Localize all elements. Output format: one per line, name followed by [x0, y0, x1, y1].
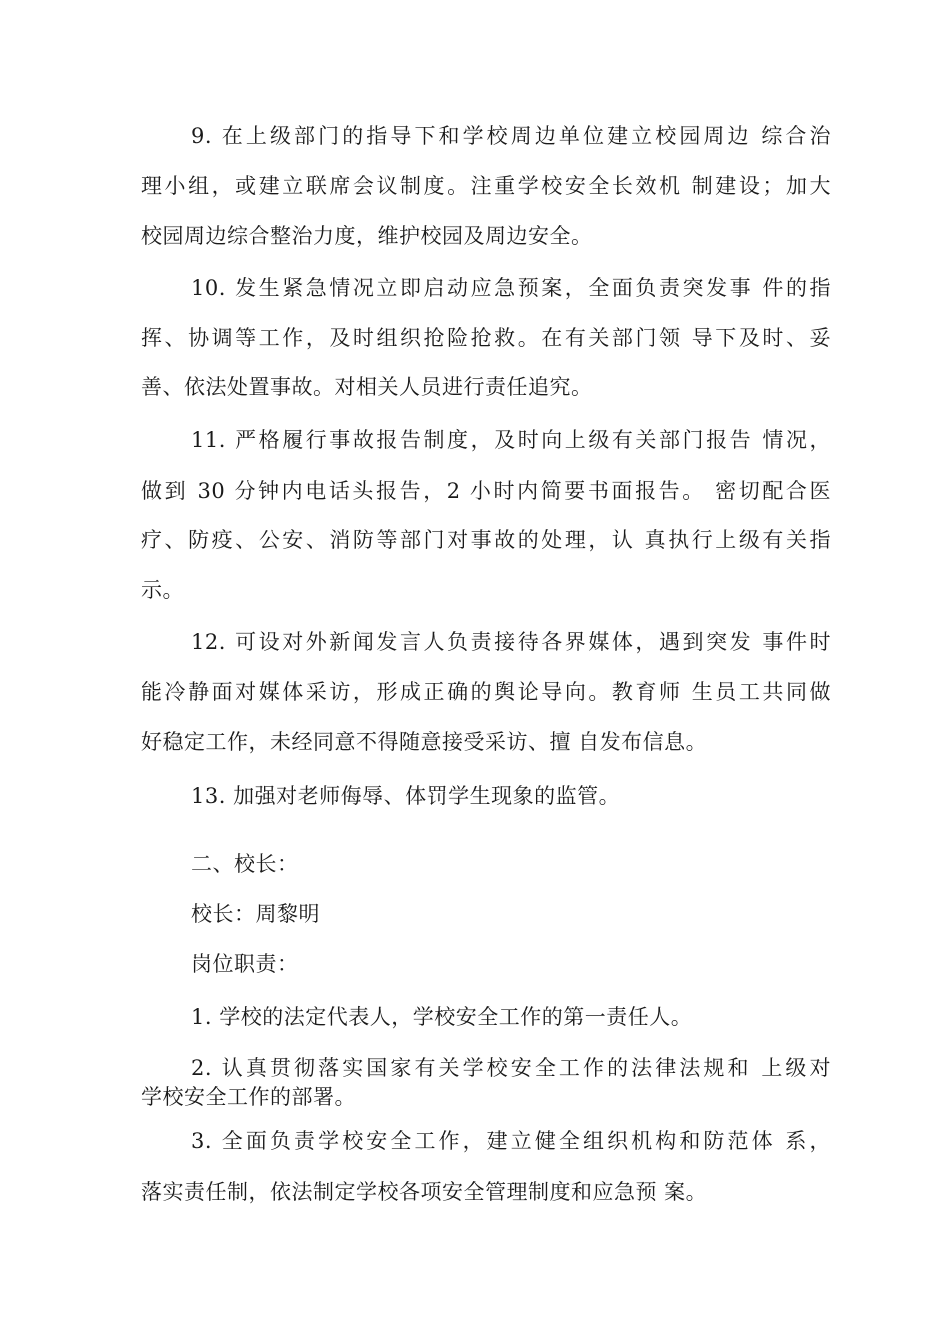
text-line: 落实责任制，依法制定学校各项安全管理制度和应急预 案。	[141, 1180, 708, 1204]
text-line: 好稳定工作，未经同意不得随意接受采访、擅 自发布信息。	[141, 730, 708, 754]
text-line: 岗位职责：	[191, 952, 299, 976]
text-line: 2. 认真贯彻落实国家有关学校安全工作的法律法规和 上级对	[191, 1056, 831, 1080]
text-line: 理小组，或建立联席会议制度。注重学校安全长效机 制建设；加大	[141, 174, 831, 198]
text-line: 能冷静面对媒体采访，形成正确的舆论导向。教育师 生员工共同做	[141, 680, 831, 704]
text-line: 做到 30 分钟内电话头报告，2 小时内简要书面报告。 密切配合医	[141, 479, 831, 503]
text-line: 善、依法处置事故。对相关人员进行责任追究。	[141, 375, 593, 399]
text-line: 示。	[141, 578, 184, 602]
text-line: 10. 发生紧急情况立即启动应急预案，全面负责突发事 件的指	[191, 276, 831, 300]
text-line: 校长：周黎明	[191, 902, 320, 926]
text-line: 校园周边综合整治力度，维护校园及周边安全。	[141, 224, 593, 248]
text-line: 9. 在上级部门的指导下和学校周边单位建立校园周边 综合治	[191, 124, 831, 148]
text-line: 1. 学校的法定代表人，学校安全工作的第一责任人。	[191, 1005, 693, 1029]
text-line: 13. 加强对老师侮辱、体罚学生现象的监管。	[191, 784, 621, 808]
text-line: 11. 严格履行事故报告制度，及时向上级有关部门报告 情况，	[191, 428, 831, 452]
text-line: 3. 全面负责学校安全工作，建立健全组织机构和防范体 系，	[191, 1129, 831, 1153]
text-line: 挥、协调等工作，及时组织抢险抢救。在有关部门领 导下及时、妥	[141, 326, 831, 350]
text-line: 学校安全工作的部署。	[141, 1085, 356, 1109]
text-line: 12. 可设对外新闻发言人负责接待各界媒体，遇到突发 事件时	[191, 630, 831, 654]
text-line: 疗、防疫、公安、消防等部门对事故的处理，认 真执行上级有关指	[141, 528, 831, 552]
section-heading: 二、校长：	[191, 852, 299, 876]
